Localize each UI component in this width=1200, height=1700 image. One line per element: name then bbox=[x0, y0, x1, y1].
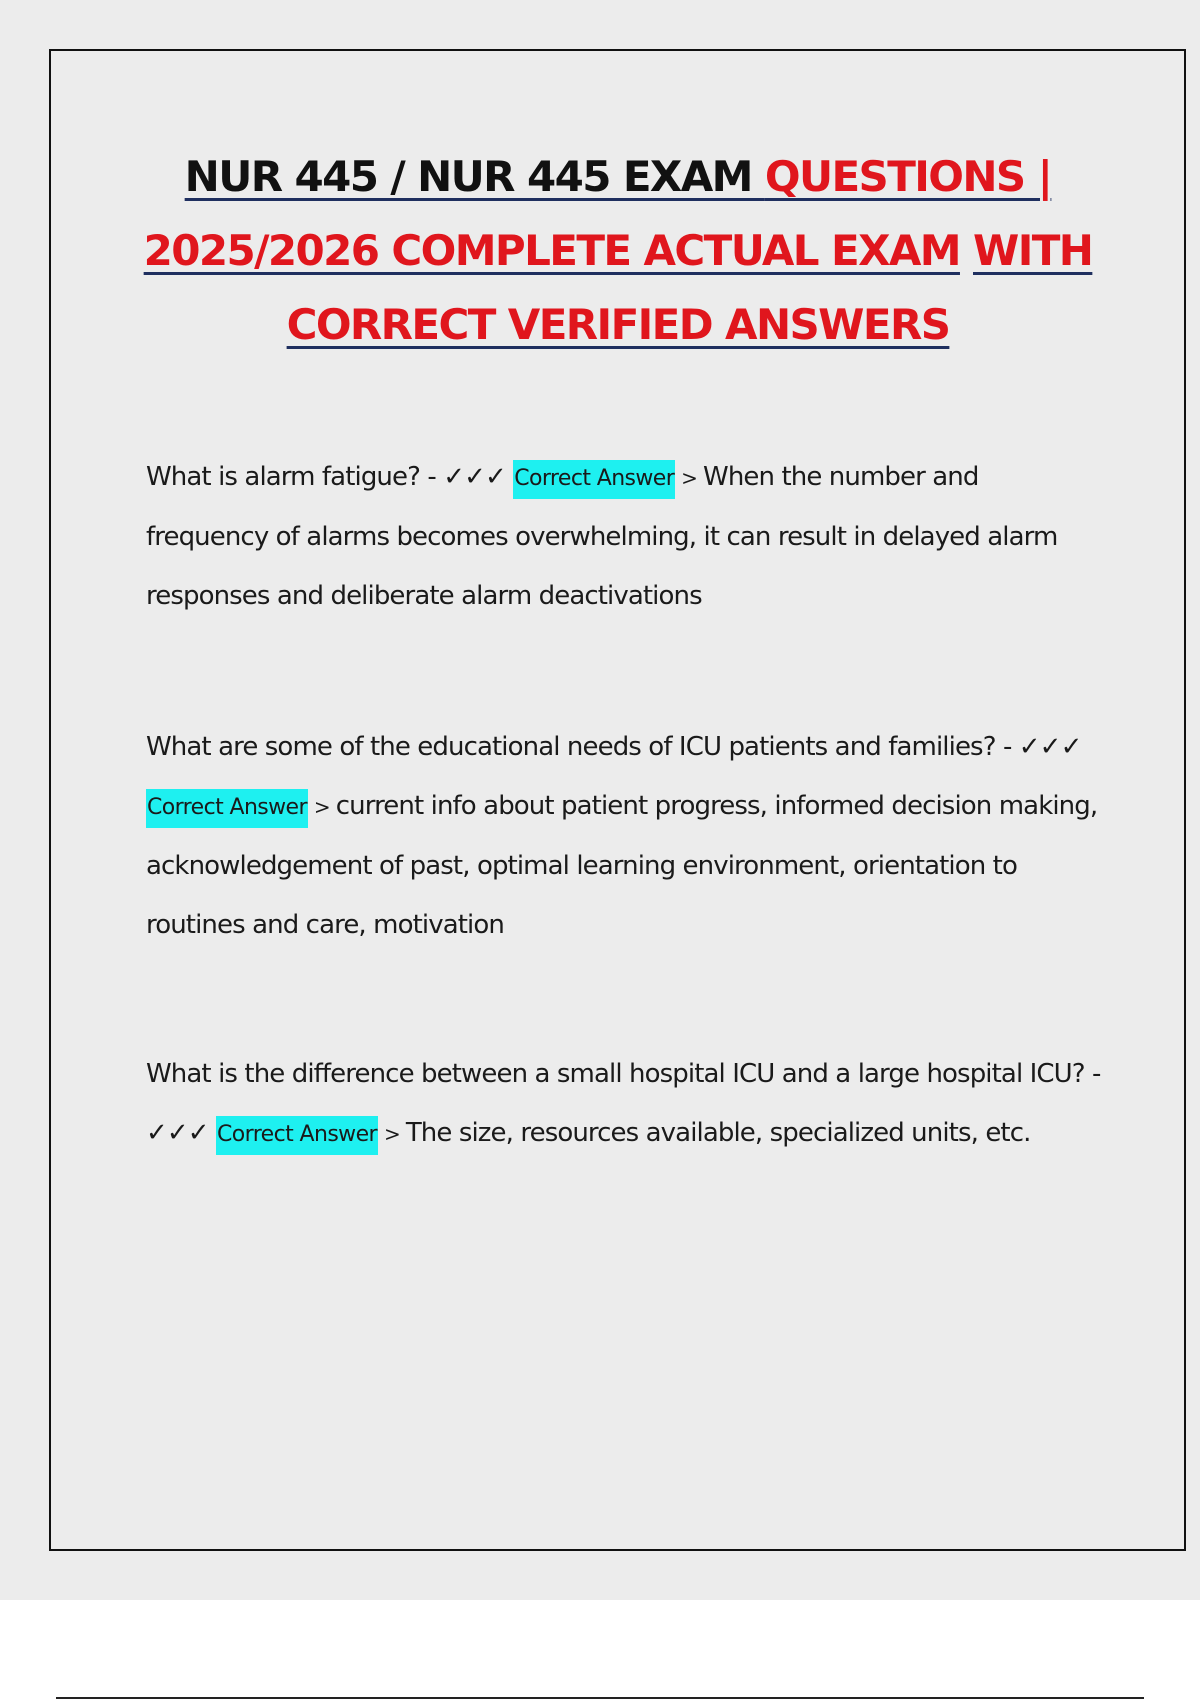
question-text: What are some of the educational needs of ICU patients and families? - ✓✓✓ bbox=[146, 732, 1082, 762]
qa-item bbox=[146, 718, 1106, 955]
arrow-icon: > bbox=[383, 1122, 400, 1146]
question-text: What is alarm fatigue? - ✓✓✓ bbox=[146, 462, 506, 492]
document-title bbox=[100, 140, 1136, 362]
correct-answer-tag: Correct Answer bbox=[216, 1116, 378, 1155]
title-year-exam: 2025/2026 COMPLETE ACTUAL EXAM bbox=[143, 226, 960, 275]
title-with: WITH bbox=[973, 226, 1093, 275]
correct-answer-tag: Correct Answer bbox=[513, 460, 675, 499]
arrow-icon: > bbox=[681, 466, 698, 490]
question-text: What is the difference between a small hospital ICU and a large hospital ICU? - ✓✓✓ bbox=[146, 1059, 1101, 1148]
title-course: NUR 445 / NUR 445 EXAM bbox=[184, 152, 765, 201]
title-questions: QUESTIONS | bbox=[764, 152, 1052, 201]
correct-answer-tag: Correct Answer bbox=[146, 789, 308, 828]
answer-text: current info about patient progress, informed decision making, acknowledgement of past, optimal learning environment, orientation to routines and care, motivation bbox=[146, 791, 1098, 940]
qa-item bbox=[146, 1045, 1106, 1164]
arrow-icon: > bbox=[313, 795, 330, 819]
answer-text: When the number and frequency of alarms becomes overwhelming, it can result in delayed alarm responses and deliberate alarm deactivations bbox=[146, 462, 1058, 611]
answer-text: The size, resources available, specialized units, etc. bbox=[405, 1118, 1031, 1148]
footer-divider bbox=[56, 1697, 1144, 1699]
title-verified-answers: CORRECT VERIFIED ANSWERS bbox=[286, 300, 950, 349]
qa-item bbox=[146, 448, 1106, 626]
